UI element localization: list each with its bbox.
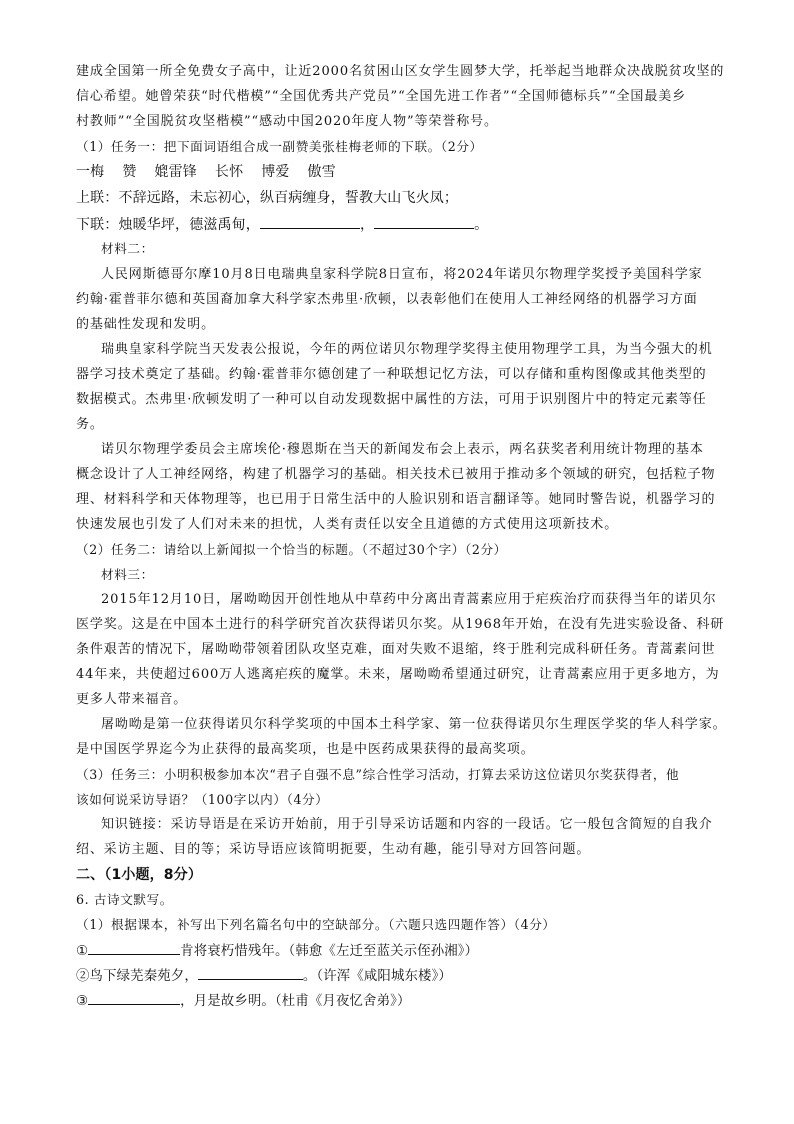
lower-couplet-prefix: 下联：烛暖华坪，德滋禹甸， (76, 217, 260, 233)
item-number: ③ (76, 994, 89, 1009)
word-item: 长怀 (214, 164, 244, 180)
task1-word-list (76, 162, 724, 182)
knowledge-link-line2: 绍、采访主题、目的等；采访导语应该简明扼要，生动有趣，能引导对方回答问题。 (76, 842, 591, 857)
recitation-text: 。（许浑《咸阳城东楼》） (302, 969, 452, 984)
recitation-item-3 (76, 990, 724, 1012)
question-6: 6. 古诗文默写。 (76, 892, 173, 907)
material3-p1-line5: 更多人带来福音。 (76, 692, 188, 707)
material2-p3-line1: 诺贝尔物理学委员会主席埃伦·穆恩斯在当天的新闻发布会上表示，两名获奖者利用统计物理的基本 (101, 442, 704, 457)
question-6-sub1: （1）根据课本，补写出下列名篇名句中的空缺部分。（六题只选四题作答）（4分） (76, 917, 556, 932)
material2-heading: 材料二： (101, 241, 154, 256)
material3-p2-line1: 屠呦呦是第一位获得诺贝尔科学奖项的中国本土科学家、第一位获得诺贝尔生理医学奖的华人科学家。 (101, 717, 727, 732)
material3-p1-line4: 44年来，共使超过600万人逃离疟疾的魔掌。未来，屠呦呦希望通过研究，让青蒿素应用于更多地方，为 (76, 667, 720, 682)
material1-line1: 建成全国第一所全免费女子高中，让近2000名贫困山区女学生圆梦大学，托举起当地群众决战脱贫攻坚的 (76, 64, 725, 79)
material2-p2-line4: 务。 (76, 417, 104, 432)
material2-p2-line2: 器学习技术奠定了基础。约翰·霍普菲尔德创建了一种联想记忆方法，可以存储和重构图像或其他类型的 (76, 367, 707, 382)
material1-line3: 村教师”“全国脱贫攻坚楷模”“感动中国2020年度人物”等荣誉称号。 (76, 114, 498, 129)
material2-p1-line1: 人民网斯德哥尔摩10月8日电瑞典皇家科学院8日宣布，将2024年诺贝尔物理学奖授予美国科学家 (101, 267, 703, 282)
answer-blank[interactable] (88, 990, 180, 1005)
task1-question: （1）任务一：把下面词语组合成一副赞美张桂梅老师的下联。（2分） (76, 139, 483, 154)
material2-p2-line3: 数据模式。杰弗里·欣顿发明了一种可以自动发现数据中属性的方法，可用于识别图片中的特定元素等任 (76, 392, 707, 407)
material2-p3-line2: 概念设计了人工神经网络，构建了机器学习的基础。相关技术已被用于推动多个领域的研究，包括粒子物 (76, 467, 716, 482)
material1-line2: 信心希望。她曾荣获“时代楷模”“全国优秀共产党员”“全国先进工作者”“全国师德标兵”“全国最美乡 (76, 89, 687, 104)
material3-p1-line2: 医学奖。这是在中国本土进行的科学研究首次获得诺贝尔奖。从1968年开始，在没有先进实验设备、科研 (76, 617, 725, 632)
lower-couplet-end: 。 (474, 217, 489, 233)
answer-blank[interactable] (198, 965, 303, 980)
item-number: ① (76, 944, 89, 959)
section-heading: 二、（1小题，8分） (76, 867, 202, 883)
knowledge-link-line1: 知识链接：采访导语是在采访开始前，用于引导采访话题和内容的一段话。它一般包含简短的自我介 (101, 817, 713, 832)
material2-p1-line3: 的基础性发现和发明。 (76, 317, 216, 332)
material3-p2-line2: 是中国医学界迄今为止获得的最高奖项，也是中医药成果获得的最高奖项。 (76, 742, 535, 757)
task2-question: （2）任务二：请给以上新闻拟一个恰当的标题。（不超过30个字）（2分） (76, 542, 507, 557)
lower-couplet (76, 214, 724, 235)
answer-blank[interactable] (374, 214, 474, 229)
word-item: 傲雪 (307, 164, 336, 180)
material3-heading: 材料三： (101, 567, 154, 582)
material3-p1-line1: 2015年12月10日，屠呦呦因开创性地从中草药中分离出青蒿素应用于疟疾治疗而获得当年的诺贝尔 (101, 592, 717, 607)
material2-p1-line2: 约翰·霍普菲尔德和英国裔加拿大科学家杰弗里·欣顿，以表彰他们在使用人工神经网络的机器学习方面 (76, 292, 698, 307)
word-item: 赞 (122, 164, 137, 180)
lower-couplet-separator: ， (359, 217, 375, 233)
recitation-prefix: ②鸟下绿芜秦苑夕， (76, 969, 198, 984)
word-item: 媲雷锋 (154, 164, 197, 180)
task3-question-line2: 该如何说采访导语？（100字以内）（4分） (76, 792, 329, 807)
recitation-item-1 (76, 940, 724, 962)
word-item: 一梅 (76, 164, 105, 180)
recitation-item-2 (76, 965, 724, 987)
recitation-text: 肯将衰朽惜残年。（韩愈《左迁至蓝关示侄孙湘》） (180, 944, 479, 959)
word-item: 博爱 (261, 164, 290, 180)
upper-couplet: 上联：不辞远路，未忘初心，纵百病缠身，誓教大山飞火凤； (76, 190, 459, 206)
recitation-text: ，月是故乡明。（杜甫《月夜忆舍弟》） (180, 994, 411, 1009)
material2-p2-line1: 瑞典皇家科学院当天发表公报说，今年的两位诺贝尔物理学奖得主使用物理学工具，为当今强大的机 (101, 342, 713, 357)
material2-p3-line3: 理、材料科学和天体物理等，也已用于日常生活中的人脸识别和语言翻译等。她同时警告说，机器学习的 (76, 492, 716, 507)
answer-blank[interactable] (260, 214, 360, 229)
answer-blank[interactable] (88, 940, 180, 955)
material3-p1-line3: 条件艰苦的情况下，屠呦呦带领着团队攻坚克难，面对失败不退缩，终于胜利完成科研任务。青蒿素问世 (76, 642, 716, 657)
material2-p3-line4: 快速发展也引发了人们对未来的担忧，人类有责任以安全且道德的方式使用这项新技术。 (76, 517, 619, 532)
task3-question-line1: （3）任务三：小明积极参加本次“君子自强不息”综合性学习活动，打算去采访这位诺贝尔奖获得者，他 (76, 767, 680, 782)
